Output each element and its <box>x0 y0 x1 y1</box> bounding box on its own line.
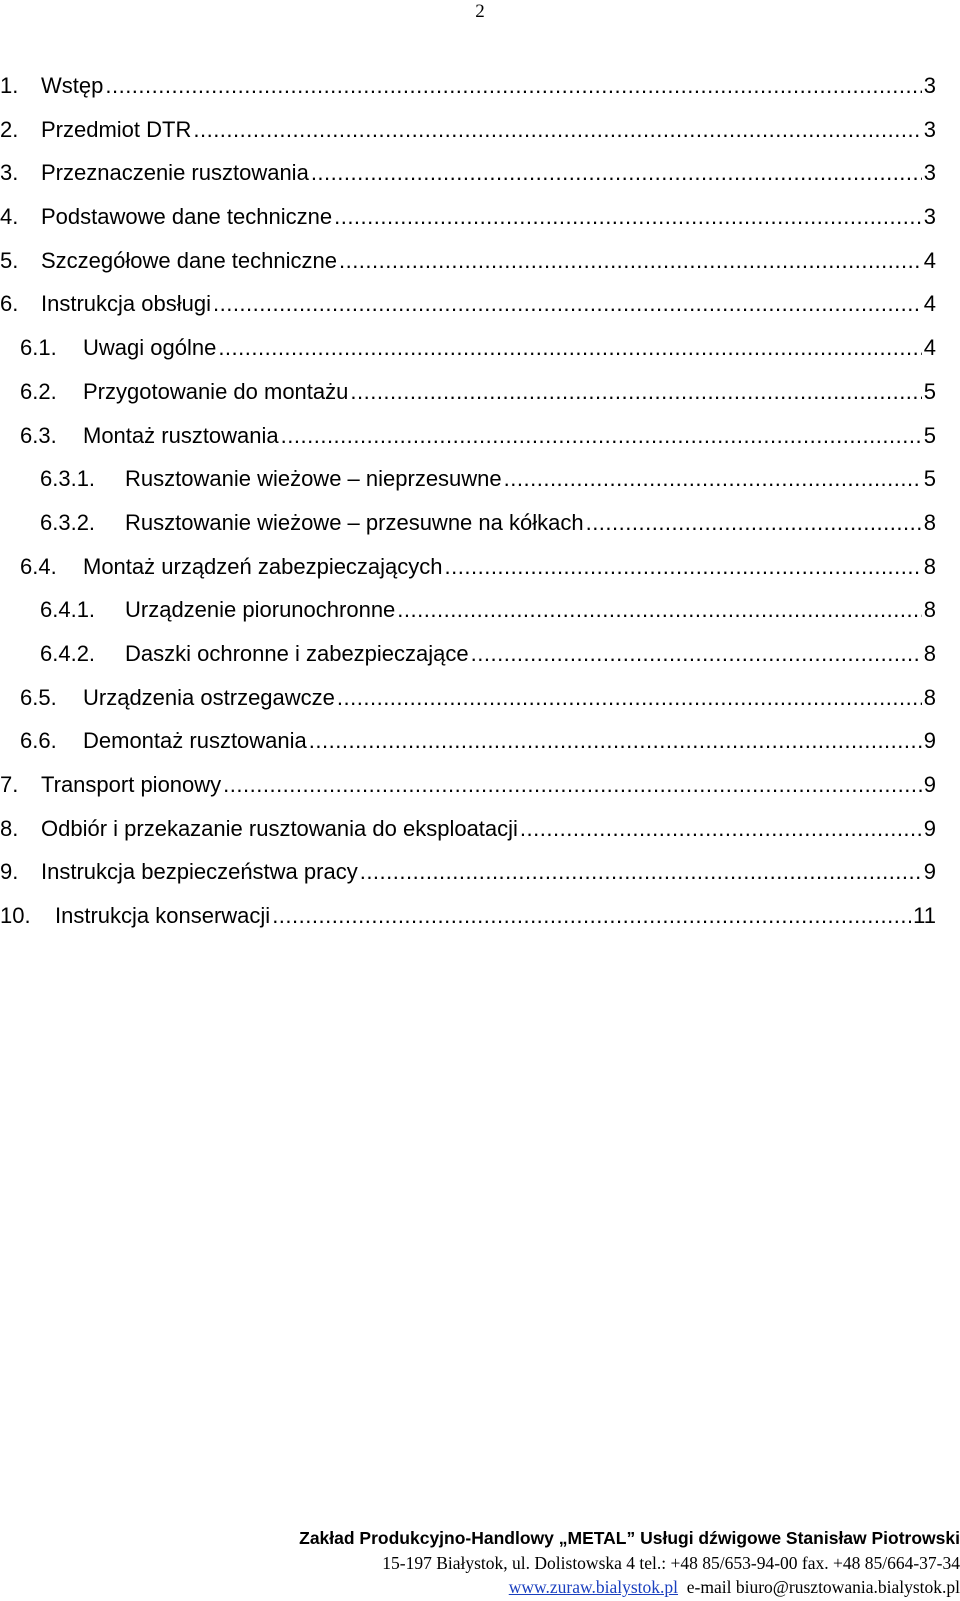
toc-entry-title[interactable]: Instrukcja konserwacji <box>55 903 271 929</box>
toc-entry-page-number: 3 <box>923 73 936 98</box>
toc-entry-title[interactable]: Transport pionowy <box>41 772 222 797</box>
toc-entry-number: 5. <box>0 247 19 273</box>
toc-entry-line <box>83 372 936 412</box>
toc-entry-number: 2. <box>0 116 19 142</box>
toc-entry-line <box>55 896 936 936</box>
toc-entry[interactable] <box>0 372 960 416</box>
toc-dot-leader <box>105 66 921 106</box>
toc-entry-page-number: 9 <box>923 815 936 841</box>
toc-entry[interactable] <box>0 590 960 634</box>
toc-entry-page-number: 8 <box>923 640 936 666</box>
toc-entry-number: 8. <box>0 815 19 841</box>
toc-entry[interactable] <box>0 721 960 765</box>
toc-entry-number: 3. <box>0 160 19 186</box>
toc-entry-line <box>83 678 936 718</box>
toc-entry-number: 6.6. <box>20 728 57 754</box>
toc-entry-line <box>125 503 936 543</box>
toc-entry-line <box>41 284 936 324</box>
toc-entry-line <box>41 197 936 237</box>
footer-address: 15-197 Białystok, ul. Dolistowska 4 tel.: +48 85/653-94-00 fax. +48 85/664-37-34 <box>382 1553 960 1573</box>
toc-entry-line <box>83 416 936 456</box>
toc-entry-number: 6.4.1. <box>40 597 96 623</box>
toc-entry[interactable] <box>0 503 960 547</box>
toc-entry-line <box>83 328 936 368</box>
toc-entry-page-number: 4 <box>923 247 936 273</box>
toc-entry-page-number: 8 <box>923 597 936 623</box>
toc-dot-leader <box>218 328 921 368</box>
toc-entry-page-number: 4 <box>923 291 936 317</box>
toc-entry[interactable] <box>0 678 960 722</box>
toc-entry-number: 6.1. <box>20 335 57 361</box>
toc-entry-number: 9. <box>0 859 19 885</box>
toc-dot-leader <box>360 852 922 892</box>
toc-entry-page-number: 5 <box>923 378 936 404</box>
toc-entry-number: 6.2. <box>20 378 57 404</box>
toc-entry-page-number: 3 <box>923 116 936 142</box>
toc-entry-title[interactable]: Instrukcja bezpieczeństwa pracy <box>41 859 358 885</box>
toc-entry-page-number: 3 <box>923 204 936 230</box>
toc-entry-line <box>83 721 936 761</box>
toc-entry-title[interactable]: Urządzenia ostrzegawcze <box>83 684 335 710</box>
toc-entry-line <box>41 110 936 150</box>
toc-entry-page-number: 5 <box>923 466 936 492</box>
toc-entry[interactable] <box>0 547 960 591</box>
toc-dot-leader <box>445 547 922 587</box>
toc-entry-title[interactable]: Przygotowanie do montażu <box>83 378 349 404</box>
footer-website-link[interactable]: www.zuraw.bialystok.pl <box>508 1577 679 1597</box>
toc-dot-leader <box>281 416 922 456</box>
toc-entry[interactable] <box>0 765 960 809</box>
toc-entry[interactable] <box>0 809 960 853</box>
toc-entry-number: 6.3. <box>20 422 57 448</box>
toc-entry-title[interactable]: Odbiór i przekazanie rusztowania do eksploatacji <box>41 815 518 841</box>
toc-entry-line <box>41 66 936 106</box>
toc-entry-title[interactable]: Podstawowe dane techniczne <box>41 204 333 230</box>
toc-entry-title[interactable]: Przeznaczenie rusztowania <box>41 160 309 186</box>
toc-entry-title[interactable]: Daszki ochronne i zabezpieczające <box>125 640 469 666</box>
toc-entry[interactable] <box>0 852 960 896</box>
toc-entry-number: 7. <box>0 772 19 797</box>
toc-entry[interactable] <box>0 153 960 197</box>
toc-entry-number: 6. <box>0 291 19 317</box>
toc-entry-page-number: 9 <box>923 859 936 885</box>
page-number: 2 <box>475 1 485 22</box>
toc-entry-line <box>41 809 936 849</box>
toc-entry-title[interactable]: Uwagi ogólne <box>83 335 217 361</box>
toc-dot-leader <box>223 765 922 805</box>
toc-entry-line <box>125 590 936 630</box>
toc-entry-number: 4. <box>0 204 19 230</box>
toc-entry-title[interactable]: Szczegółowe dane techniczne <box>41 247 337 273</box>
toc-entry-page-number: 5 <box>923 422 936 448</box>
toc-dot-leader <box>520 809 922 849</box>
toc-entry-title[interactable]: Urządzenie piorunochronne <box>125 597 396 623</box>
toc-dot-leader <box>471 634 922 674</box>
toc-entry[interactable] <box>0 896 960 940</box>
footer-email: e-mail biuro@rusztowania.bialystok.pl <box>686 1577 960 1597</box>
toc-entry[interactable] <box>0 110 960 154</box>
toc-entry[interactable] <box>0 241 960 285</box>
toc-dot-leader <box>311 153 922 193</box>
footer-company-name: Zakład Produkcyjno-Handlowy „METAL” Usługi dźwigowe Stanisław Piotrowski <box>299 1528 960 1548</box>
toc-dot-leader <box>334 197 922 237</box>
toc-entry-number: 1. <box>0 73 19 98</box>
toc-entry-title[interactable]: Rusztowanie wieżowe – przesuwne na kółkach <box>125 509 584 535</box>
toc-dot-leader <box>397 590 921 630</box>
toc-entry[interactable] <box>0 284 960 328</box>
toc-dot-leader <box>350 372 921 412</box>
toc-entry-page-number: 8 <box>923 684 936 710</box>
toc-dot-leader <box>504 459 922 499</box>
toc-dot-leader <box>213 284 922 324</box>
toc-entry-page-number: 3 <box>923 160 936 186</box>
toc-entry-page-number: 11 <box>913 903 936 929</box>
toc-entry-title[interactable]: Montaż rusztowania <box>83 422 279 448</box>
toc-entry[interactable] <box>0 66 960 110</box>
toc-entry-line <box>83 547 936 587</box>
toc-entry-page-number: 8 <box>923 553 936 579</box>
toc-dot-leader <box>586 503 922 543</box>
toc-entry[interactable] <box>0 634 960 678</box>
toc-entry-number: 6.4.2. <box>40 640 96 666</box>
toc-entry-line <box>41 765 936 805</box>
toc-entry-line <box>41 241 936 281</box>
toc-entry-line <box>125 459 936 499</box>
toc-entry[interactable] <box>0 459 960 503</box>
toc-entry-title[interactable]: Montaż urządzeń zabezpieczających <box>83 553 443 579</box>
toc-dot-leader <box>337 678 922 718</box>
toc-dot-leader <box>272 896 911 936</box>
toc-entry[interactable] <box>0 197 960 241</box>
toc-entry-title[interactable]: Demontaż rusztowania <box>83 728 307 754</box>
toc-entry[interactable] <box>0 416 960 460</box>
toc-entry[interactable] <box>0 328 960 372</box>
toc-entry-page-number: 8 <box>923 509 936 535</box>
toc-dot-leader <box>309 721 922 761</box>
toc-entry-title[interactable]: Przedmiot DTR <box>41 116 192 142</box>
toc-entry-title[interactable]: Instrukcja obsługi <box>41 291 211 317</box>
toc-dot-leader <box>339 241 922 281</box>
toc-entry-number: 6.5. <box>20 684 57 710</box>
table-of-contents <box>0 66 960 940</box>
toc-entry-title[interactable]: Rusztowanie wieżowe – nieprzesuwne <box>125 466 502 492</box>
toc-entry-number: 10. <box>0 903 31 929</box>
toc-entry-number: 6.3.1. <box>40 466 96 492</box>
footer-contact <box>0 1576 960 1598</box>
toc-dot-leader <box>193 110 921 150</box>
toc-entry-page-number: 4 <box>923 335 936 361</box>
toc-entry-line <box>41 852 936 892</box>
toc-entry-page-number: 9 <box>923 772 936 797</box>
toc-entry-page-number: 9 <box>923 728 936 754</box>
toc-entry-number: 6.4. <box>20 553 57 579</box>
toc-entry-number: 6.3.2. <box>40 509 96 535</box>
toc-entry-line <box>41 153 936 193</box>
toc-entry-title[interactable]: Wstęp <box>41 73 104 98</box>
toc-entry-line <box>125 634 936 674</box>
